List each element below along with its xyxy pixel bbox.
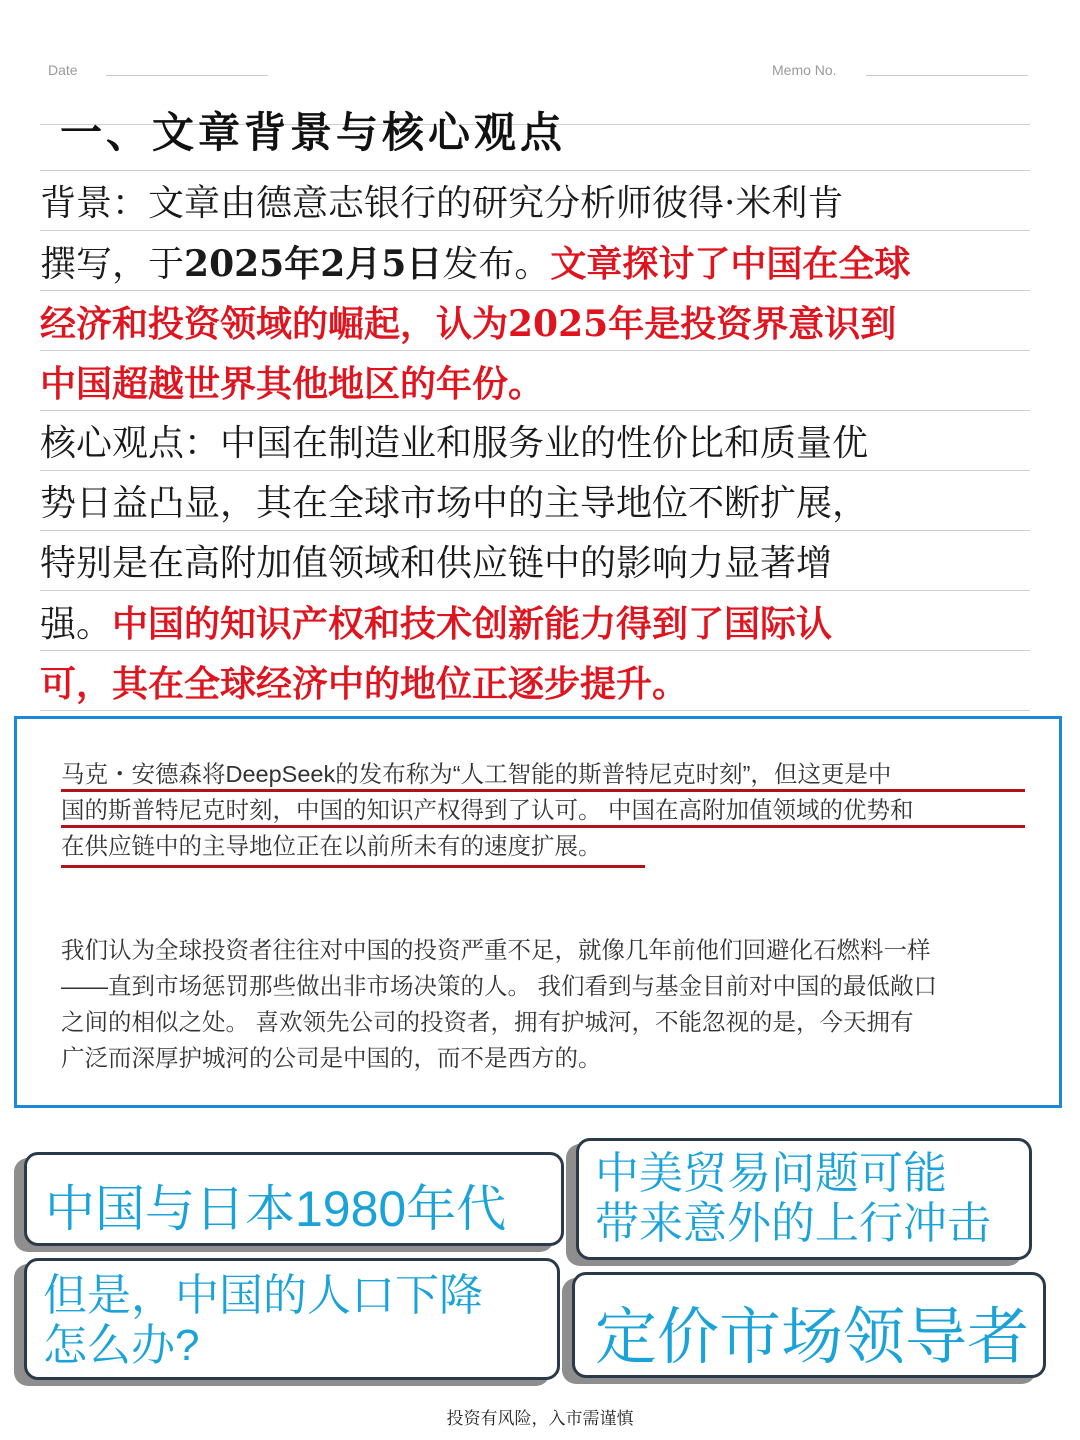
note-line-2 (40, 234, 910, 295)
topic-card-market-leader (572, 1272, 1046, 1378)
topic-card-population (24, 1258, 560, 1380)
note-line-8 (40, 594, 832, 655)
note-line-6: 势日益凸显，其在全球市场中的主导地位不断扩展， (40, 483, 869, 524)
note-line-4: 中国超越世界其他地区的年份。 (40, 363, 545, 405)
note-highlight: 文章探讨了中国在全球 (550, 243, 911, 285)
date-line (106, 75, 268, 76)
quote-p2-line: ——直到市场惩罚那些做出非市场决策的人。 我们看到与基金目前对中国的最低敞口 (61, 973, 938, 999)
topic-card-china-japan (24, 1152, 564, 1246)
topic-card-trade (576, 1138, 1032, 1260)
quote-p2-line: 广泛而深厚护城河的公司是中国的，而不是西方的。 (61, 1045, 602, 1071)
memo-line (866, 75, 1028, 76)
quote-p2-line: 之间的相似之处。 喜欢领先公司的投资者，拥有护城河，不能忽视的是，今天拥有 (61, 1009, 914, 1035)
red-underline (61, 865, 645, 868)
note-text: 发布。 (442, 244, 551, 285)
note-line-9: 可，其在全球经济中的地位正逐步提升。 (40, 663, 689, 705)
section-title: 一、文章背景与核心观点 (60, 108, 567, 157)
card-label: 但是，中国的人口下降 (43, 1271, 483, 1320)
quote-p1-line: 马克・安德森将DeepSeek的发布称为“人工智能的斯普特尼克时刻”，但这更是中 (61, 761, 892, 787)
card-label: 中美贸易问题可能 (595, 1149, 947, 1198)
card-label: 怎么办? (43, 1321, 200, 1370)
quote-box (14, 716, 1062, 1108)
card-label: 带来意外的上行冲击 (595, 1199, 991, 1248)
card-label: 定价市场领导者 (595, 1303, 1030, 1372)
note-text: 撰写，于 (40, 244, 185, 285)
note-date: 2025年2月5日 (184, 243, 443, 285)
risk-disclaimer: 投资有风险，入市需谨慎 (446, 1409, 634, 1428)
quote-p2-line: 我们认为全球投资者往往对中国的投资严重不足，就像几年前他们回避化石燃料一样 (61, 937, 931, 963)
card-label: 中国与日本1980年代 (45, 1181, 507, 1237)
quote-p1-line: 国的斯普特尼克时刻，中国的知识产权得到了认可。 中国在高附加值领域的优势和 (61, 797, 914, 823)
date-label: Date (48, 62, 78, 78)
memo-label: Memo No. (772, 62, 837, 78)
note-highlight: 中国的知识产权和技术创新能力得到了国际认 (112, 603, 833, 645)
ruled-line (40, 170, 1030, 171)
note-line-7: 特别是在高附加值领域和供应链中的影响力显著增 (40, 543, 833, 584)
note-line-3: 经济和投资领域的崛起，认为2025年是投资界意识到 (40, 303, 897, 345)
note-line-5: 核心观点：中国在制造业和服务业的性价比和质量优 (40, 423, 869, 464)
note-line-1: 背景：文章由德意志银行的研究分析师彼得·米利肯 (40, 183, 844, 224)
quote-p1-line: 在供应链中的主导地位正在以前所未有的速度扩展。 (61, 833, 602, 859)
note-text: 强。 (40, 604, 113, 645)
